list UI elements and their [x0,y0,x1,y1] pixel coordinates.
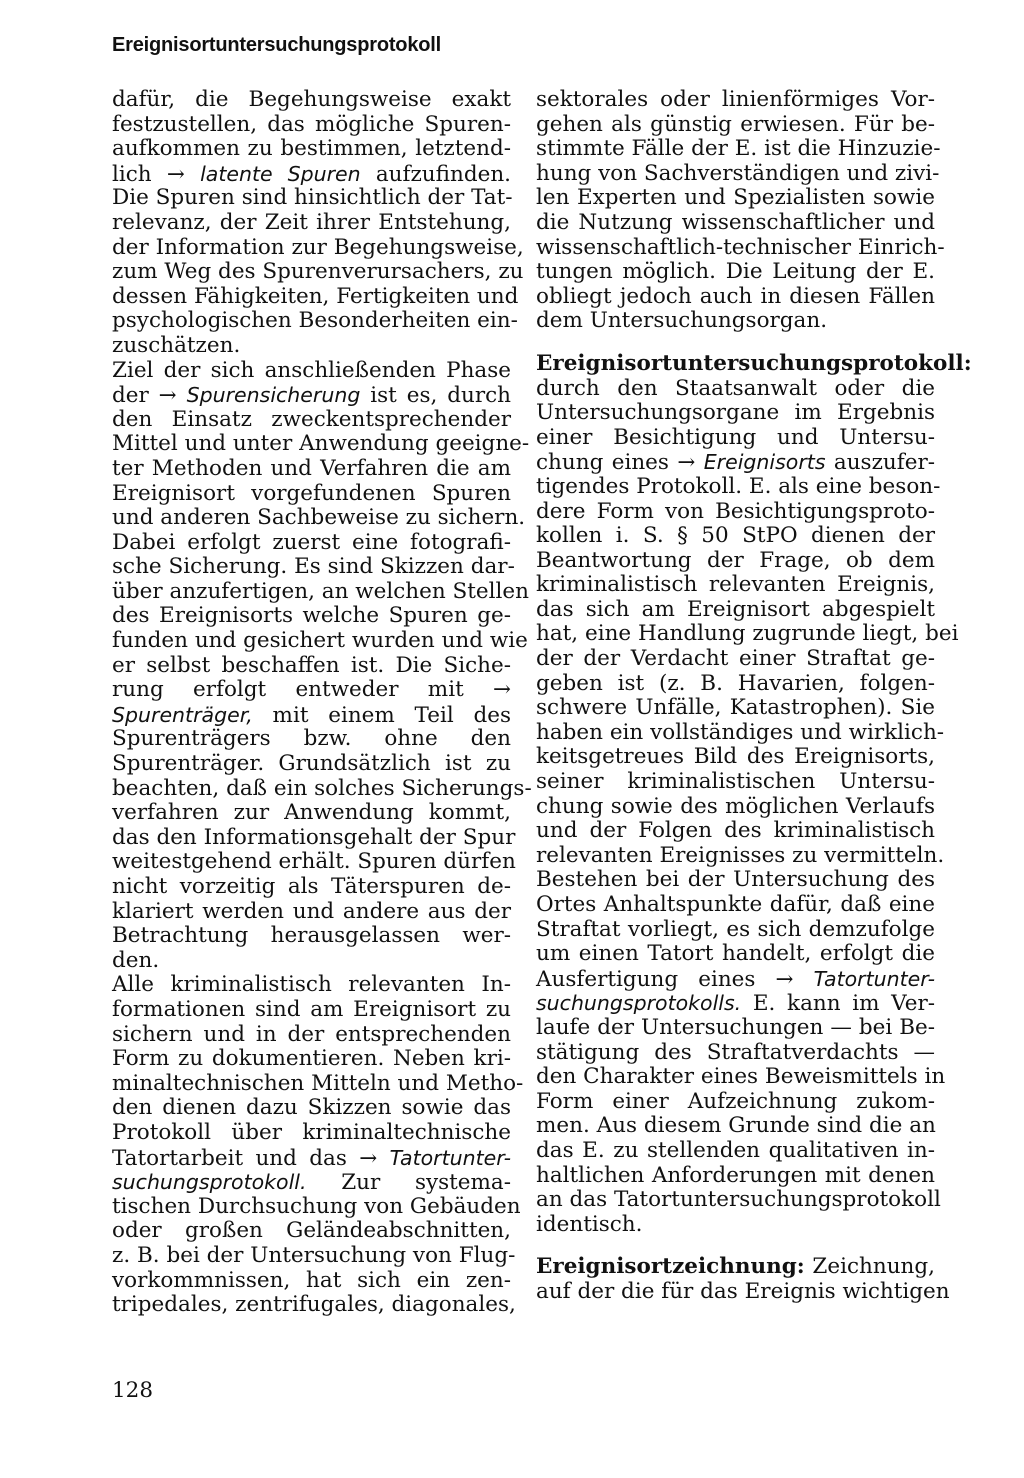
text-segment: Protokoll über kriminaltechnische [112,1119,511,1145]
text-segment: beachten, daß ein solches Sicherungs- [112,775,532,801]
text-line [112,505,526,531]
text-line [536,1041,935,1066]
text-segment: er selbst beschaffen ist. Die Siche- [112,652,511,678]
text-line [112,554,515,580]
text-line [536,426,935,451]
text-line [536,1278,950,1305]
running-head: Ereignisortuntersuchungsprotokoll [112,34,441,56]
text-segment: identisch. [536,1211,643,1237]
text-line [536,672,935,697]
text-segment: den Einsatz zweckentsprechender [112,406,511,432]
text-line [112,998,511,1023]
text-segment: dessen Fähigkeiten, Fertigkeiten und [112,283,519,309]
text-line [112,234,524,261]
text-line [112,824,516,851]
text-segment: haltlichen Anforderungen mit denen [536,1162,935,1188]
text-segment: des Ereignisorts welche Spuren ge- [112,603,511,629]
text-segment: z. B. bei der Untersuchung von Flug- [112,1242,516,1268]
text-segment: Ausfertigung eines → [536,966,814,992]
text-segment: Alle kriminalistisch relevanten In- [112,972,511,998]
text-segment: hat, eine Handlung zugrunde liegt, bei [536,621,959,647]
text-segment: Tatortarbeit und das → [112,1145,390,1171]
text-segment: Ereignisort vorgefundenen Spuren [112,480,511,506]
text-line [536,377,935,402]
text-line [112,1023,511,1048]
text-line [112,1047,511,1072]
text-segment: dere Form von Besichtigungsproto- [536,498,935,524]
text-segment: das sich am Ereignisort abgespielt [536,596,935,622]
text-line [536,942,935,967]
text-line [536,136,941,162]
text-segment: nicht vorzeitig als Täterspuren de- [112,874,511,899]
text-segment: laufe der Untersuchungen — bei Be- [536,1014,935,1040]
bold-term: Ereignisortzeichnung: [536,1254,805,1280]
text-line [112,1219,511,1244]
text-line [112,703,511,728]
text-line [536,1139,935,1164]
text-line [536,770,935,795]
text-line [536,401,935,426]
text-segment: an das Tatortuntersuchungsprotokoll [536,1187,941,1213]
text-segment: formationen sind am Ereignisort zu [112,996,511,1022]
text-segment: relevanz, der Zeit ihrer Entstehung, [112,209,511,235]
text-segment: den. [112,947,160,973]
text-line [536,450,935,475]
text-line [536,186,935,211]
text-segment: haben ein vollständiges und wirklich- [536,719,945,745]
text-segment: festzustellen, das mögliche Spuren- [112,111,511,137]
text-segment: durch den Staatsanwalt oder die [536,375,935,401]
text-line [112,973,511,998]
text-segment: auf der die für das Ereignis wichtigen [536,1278,950,1304]
text-segment: das den Informationsgehalt der Spur [112,824,516,850]
text-line [536,234,945,261]
text-segment: schwere Unfälle, Katastrophen). Sie [536,695,935,721]
text-line [536,549,935,574]
text-line [536,524,935,549]
text-segment: keitsgetreues Bild des Ereignisorts, [536,744,935,770]
text-line [536,573,935,598]
text-line [112,1193,521,1220]
text-line [536,160,940,187]
text-segment: Die Spuren sind hinsichtlich der Tat- [112,185,513,211]
text-segment: geben ist (z. B. Havarien, folgen- [536,670,935,696]
text-segment: tungen möglich. Die Leitung der E. [536,259,935,285]
text-segment: kriminalistisch relevanten Ereignis, [536,572,935,598]
text-segment: gehen als günstig erwiesen. Für be- [536,111,935,137]
text-segment: kollen i. S. § 50 StPO dienen der [536,523,935,549]
text-line [536,745,935,770]
text-segment: und anderen Sachbeweise zu sichern. [112,505,526,531]
text-line [112,678,511,703]
text-line [536,696,935,721]
paragraph-gap [536,334,935,352]
text-segment: Betrachtung herausgelassen wer- [112,923,511,949]
text-segment: vorkommnissen, hat sich ein zen- [112,1267,511,1293]
text-line [112,775,532,802]
text-segment: stätigung des Straftatverdachts — [536,1039,935,1065]
text-segment: oder großen Geländeabschnitten, [112,1218,511,1244]
text-line [112,628,528,654]
text-segment: Zur systema- [306,1170,511,1196]
text-line [536,113,935,138]
text-segment: mit einem Teil des [252,702,511,728]
text-segment: Spurenträger. Grundsätzlich ist zu [112,751,511,777]
text-line [536,309,935,334]
text-line [112,654,511,679]
text-segment: len Experten und Spezialisten sowie [536,185,935,211]
text-segment: tripedales, zentrifugales, diagonales, [112,1292,516,1318]
text-segment: ist es, durch [360,383,511,409]
text-segment: obliegt jedoch auch in diesen Fällen [536,283,935,309]
text-segment: stimmte Fälle der E. ist die Hinzuzie- [536,136,941,162]
text-segment: weitestgehend erhält. Spuren dürfen [112,849,516,875]
text-segment: Form zu dokumentieren. Neben kri- [112,1046,511,1072]
text-segment: Mittel und unter Anwendung geeigne- [112,431,530,457]
text-segment: Zeichnung, [804,1254,935,1280]
text-line [536,1114,935,1139]
text-line [112,1096,511,1121]
bold-term: Ereignisortuntersuchungsprotokoll: [536,350,972,376]
cross-reference: Tatortunter- [389,1145,511,1170]
text-line [112,1242,516,1269]
text-line [536,285,935,310]
text-segment: über anzufertigen, an welchen Stellen [112,578,529,604]
text-segment: funden und gesichert wurden und wie [112,628,528,654]
text-line [112,359,511,384]
text-line [536,1064,946,1090]
text-segment: der Information zur Begehungsweise, [112,234,524,260]
text-line [536,1255,935,1280]
text-segment: zum Weg des Spurenverursachers, zu [112,259,524,285]
text-segment: Dabei erfolgt zuerst eine fotografi- [112,529,511,555]
text-line [112,186,511,211]
text-line [112,604,511,629]
text-line [112,1070,524,1097]
page-number: 128 [112,1378,154,1403]
text-segment: tigendes Protokoll. E. als eine beson- [536,473,941,499]
text-segment: einer Besichtigung und Untersu- [536,424,935,450]
text-line [536,819,935,844]
text-segment: sektorales oder linienförmiges Vor- [536,87,935,112]
text-line [112,211,511,236]
text-segment: die Nutzung wissenschaftlicher und [536,209,935,235]
text-line [112,1121,511,1146]
text-segment: verfahren zur Anwendung kommt, [112,800,511,826]
text-segment: lich → [112,161,201,187]
text-line [536,1213,935,1238]
text-segment: Ziel der sich anschließenden Phase [112,357,511,383]
text-segment: zuschätzen. [112,332,241,358]
text-segment: Straftat vorliegt, es sich demzufolge [536,916,935,942]
text-segment: der der Verdacht einer Straftat ge- [536,646,935,672]
text-line [112,578,529,605]
cross-reference: Spurensicherung [186,383,361,408]
text-line [536,647,935,672]
paragraph-gap [536,1237,935,1255]
text-line [112,482,511,507]
text-segment: dem Untersuchungsorgan. [536,308,828,334]
text-line [112,727,511,752]
cross-reference: suchungsprotokolls. [536,991,742,1016]
text-segment: wissenschaftlich-technischer Einrich- [536,234,945,260]
text-line [112,137,511,162]
text-line [536,795,935,820]
text-line [112,1269,511,1294]
text-segment: hung von Sachverständigen und zivi- [536,160,940,186]
text-line [536,868,935,893]
text-line [536,500,935,525]
text-line [112,1170,511,1195]
text-line [536,1187,941,1213]
text-line [112,924,511,949]
text-line [112,752,511,777]
text-segment: rung erfolgt entweder mit → [112,677,511,703]
cross-reference: Tatortunter- [813,966,935,991]
text-segment: und der Folgen des kriminalistisch [536,818,935,844]
text-segment: relevanten Ereignisses zu vermitteln. [536,842,945,868]
text-line [112,113,511,138]
text-line [536,967,935,992]
text-line [112,308,518,334]
text-line [112,334,511,359]
cross-reference: latente Spuren [200,161,361,186]
text-line [536,1016,935,1041]
text-line [112,408,511,433]
text-line [536,350,972,377]
text-segment: Spurenträgers bzw. ohne den [112,726,511,752]
text-segment: den Charakter eines Beweismittels in [536,1064,946,1090]
text-segment: sche Sicherung. Es sind Skizzen dar- [112,554,515,580]
text-line [536,211,935,236]
text-segment: psychologischen Besonderheiten ein- [112,308,518,334]
text-line [536,842,945,869]
text-segment: sichern und in der entsprechenden [112,1021,511,1047]
text-line [112,88,511,113]
text-segment: klariert werden und andere aus der [112,898,511,924]
text-line [112,900,511,925]
text-segment: minaltechnischen Mitteln und Metho- [112,1070,524,1096]
text-segment: den dienen dazu Skizzen sowie das [112,1095,511,1121]
text-line [112,283,519,310]
text-line [112,1292,516,1318]
text-line [112,431,530,457]
text-line [112,457,511,482]
text-segment: Beantwortung der Frage, ob dem [536,547,935,573]
text-line [536,260,935,285]
cross-reference: Ereignisorts [703,450,826,475]
cross-reference: suchungsprotokoll. [112,1170,307,1195]
text-line [536,918,935,943]
text-segment: chung eines → [536,450,704,476]
text-line [536,893,935,918]
text-segment: das E. zu stellenden qualitativen in- [536,1137,935,1163]
text-segment: aufkommen zu bestimmen, letztend- [112,136,511,162]
text-segment: um einen Tatort handelt, erfolgt die [536,941,935,967]
text-segment: Untersuchungsorgane im Ergebnis [536,400,935,426]
text-line [112,1146,511,1171]
text-line [536,473,941,500]
text-segment: Ortes Anhaltspunkte dafür, daß eine [536,892,935,917]
text-line [536,621,959,647]
text-line [112,801,511,826]
right-text-column [536,87,972,1305]
text-line [536,719,945,746]
text-line [112,849,516,875]
text-line [112,875,511,900]
text-segment: ter Methoden und Verfahren die am [112,455,511,481]
text-line [112,949,511,974]
text-segment: men. Aus diesem Grunde sind die an [536,1113,936,1139]
text-segment: Bestehen bei der Untersuchung des [536,867,935,893]
left-text-column [112,87,532,1318]
text-line [112,531,511,556]
text-segment: auszufer- [825,450,935,476]
text-segment: dafür, die Begehungsweise exakt [112,87,511,112]
text-line [536,88,935,113]
text-segment: tischen Durchsuchung von Gebäuden [112,1193,521,1219]
text-line [112,162,511,187]
text-segment: aufzufinden. [360,161,511,187]
text-segment: E. kann im Ver- [741,991,935,1017]
text-line [536,1164,935,1189]
cross-reference: Spurenträger, [112,702,253,727]
text-line [536,598,935,623]
text-segment: Form einer Aufzeichnung zukom- [536,1088,935,1114]
text-line [536,1090,935,1115]
text-segment: seiner kriminalistischen Untersu- [536,769,935,795]
text-segment: der → [112,383,187,409]
text-line [536,991,935,1016]
text-line [112,259,524,285]
text-line [112,383,511,408]
text-segment: chung sowie des möglichen Verlaufs [536,793,935,819]
